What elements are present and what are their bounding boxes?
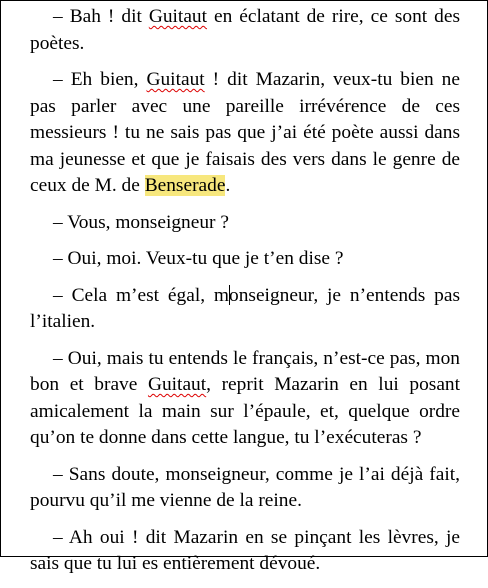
paragraph	[30, 210, 460, 237]
paragraph	[30, 4, 460, 57]
highlighted-word: Benserade	[144, 175, 226, 197]
paragraph	[30, 67, 460, 200]
paragraph	[30, 462, 460, 515]
paragraph	[30, 283, 460, 336]
paragraph	[30, 246, 460, 273]
text-run: – Oui, moi. Veux-tu que je t’en dise ?	[53, 248, 344, 270]
paragraph	[30, 346, 460, 452]
text-run: en éclatant de rire, ce sont des poètes.	[30, 6, 461, 54]
spellcheck-flagged-word: Guitaut	[147, 374, 207, 396]
text-run: ! dit Mazarin, veux-tu bien ne pas parler avec une pareille irrévérence de ces messieurs ! tu ne sais pas que j’ai été poète aussi dans ma jeunesse et que je faisais des vers dans le genre de ceux de M. de	[30, 68, 460, 197]
paragraph	[30, 525, 460, 578]
text-run: – Vous, monseigneur ?	[53, 211, 229, 233]
text-run: – Eh bien,	[53, 68, 147, 90]
text-run: , reprit Mazarin en lui posant amicalement la main sur l’épaule, et, quelque ordre qu’on te donne dans cette langue, tu l’exécuteras ?	[30, 374, 461, 449]
text-run: – Oui, mais tu entends le français, n’est-ce pas, mon bon et brave	[30, 347, 460, 396]
spellcheck-flagged-word: Guitaut	[148, 6, 208, 27]
text-run: – Sans doute, monseigneur, comme je l’ai déjà fait, pourvu qu’il me vienne de la reine.	[30, 463, 460, 512]
text-run: – Cela m’est égal, m	[53, 284, 230, 306]
text-run: .	[225, 175, 231, 197]
document-body[interactable]	[30, 4, 460, 588]
spellcheck-flagged-word: Guitaut	[146, 68, 205, 90]
text-run: – Ah oui ! dit Mazarin en se pinçant les lèvres, je sais que tu lui es entièrement dévoué.	[30, 526, 460, 575]
text-run: – Bah ! dit	[53, 6, 149, 27]
text-run: onseigneur, je n’entends pas l’italien.	[30, 284, 460, 333]
